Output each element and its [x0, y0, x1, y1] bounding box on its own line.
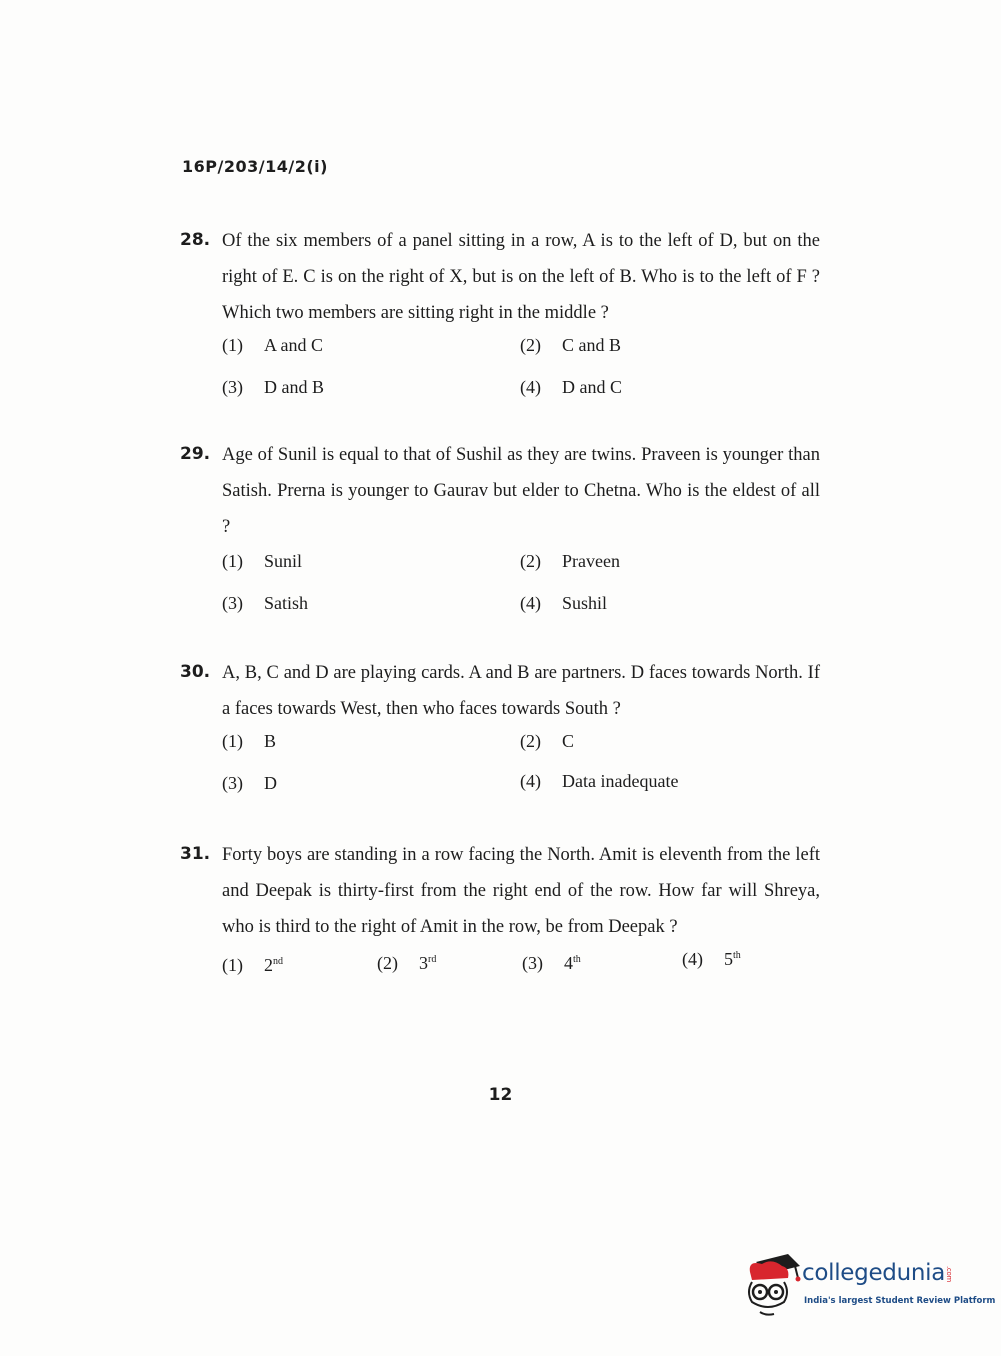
question-number: 30. — [180, 662, 211, 682]
question-number: 28. — [180, 230, 211, 250]
option-2: (2) 3rd — [377, 953, 437, 973]
option-3: (3) Satish — [222, 593, 309, 613]
option-4: (4) 5th — [682, 949, 741, 969]
options — [222, 545, 820, 635]
option-3: (3) D — [222, 773, 277, 793]
option-2: (2) C and B — [520, 335, 622, 355]
logo-domain: .com — [945, 1265, 954, 1282]
collegedunia-logo — [742, 1252, 996, 1322]
option-4: (4) D and C — [520, 377, 622, 397]
question-text: Forty boys are standing in a row facing the North. Amit is eleventh from the left and Deepak is thirty-first from the right end of the row. How far will Shreya, who is third to the right of Amit in the row, be from Deepak ? — [222, 845, 820, 937]
question-text: Age of Sunil is equal to that of Sushil as they are twins. Praveen is younger than Satish. Prerna is younger to Gaurav but elder to Chetna. Who is the eldest of all ? — [222, 445, 820, 537]
option-2: (2) C — [520, 731, 575, 751]
question-text: Of the six members of a panel sitting in a row, A is to the left of D, but on the right of E. C is on the right of X, but is on the left of B. Who is to the left of F ? Which two members are sitting right in the middle ? — [222, 231, 820, 323]
option-1: (1) 2nd — [222, 955, 283, 975]
options — [222, 945, 820, 995]
question-29 — [180, 444, 820, 635]
options — [222, 727, 820, 817]
option-1: (1) Sunil — [222, 551, 303, 571]
question-30 — [180, 662, 820, 817]
question-28 — [180, 230, 820, 421]
question-number: 31. — [180, 844, 211, 864]
logo-name: collegedunia — [802, 1260, 946, 1286]
option-4: (4) Data inadequate — [520, 771, 679, 791]
logo-tagline: India's largest Student Review Platform — [804, 1296, 996, 1306]
option-1: (1) B — [222, 731, 277, 751]
page-number: 12 — [488, 1085, 513, 1105]
page-code: 16P/203/14/2(i) — [182, 157, 328, 176]
option-3: (3) 4th — [522, 953, 581, 973]
option-4: (4) Sushil — [520, 593, 608, 613]
option-3: (3) D and B — [222, 377, 324, 397]
question-number: 29. — [180, 444, 211, 464]
question-31 — [180, 844, 820, 995]
question-text: A, B, C and D are playing cards. A and B are partners. D faces towards North. If a faces towards West, then who faces towards South ? — [222, 663, 820, 719]
option-1: (1) A and C — [222, 335, 324, 355]
options — [222, 331, 820, 421]
mascot-icon — [742, 1252, 804, 1322]
option-2: (2) Praveen — [520, 551, 620, 571]
